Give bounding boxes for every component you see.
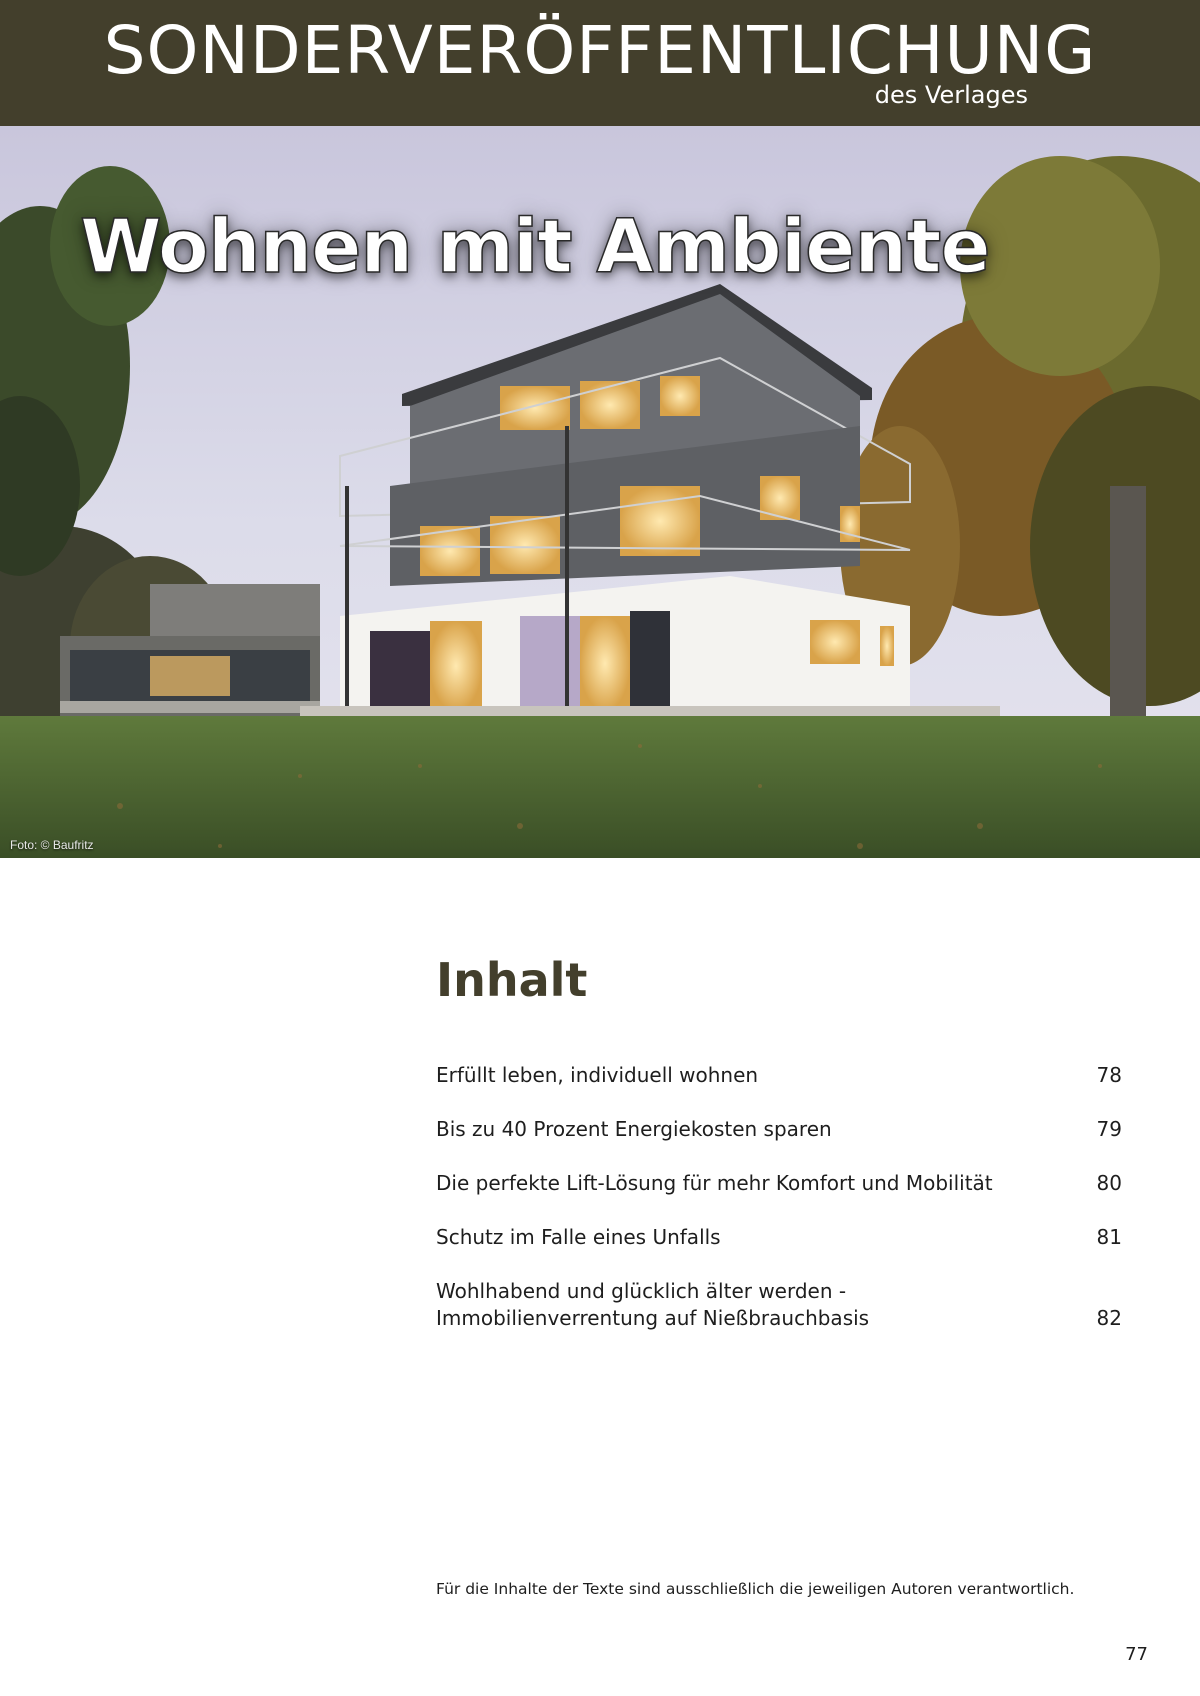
toc-item-page: 79	[1096, 1117, 1122, 1141]
toc-item[interactable]	[436, 1116, 1122, 1143]
publication-title: SONDERVERÖFFENTLICHUNG	[103, 12, 1097, 89]
table-of-contents	[436, 1062, 1122, 1359]
toc-item[interactable]	[436, 1062, 1122, 1089]
toc-item[interactable]	[436, 1278, 1122, 1332]
toc-item[interactable]	[436, 1170, 1122, 1197]
photo-credit: Foto: © Baufritz	[10, 838, 94, 852]
disclaimer: Für die Inhalte der Texte sind ausschließlich die jeweiligen Autoren verantwortlich.	[436, 1580, 1075, 1598]
toc-item-title: Wohlhabend und glücklich älter werden - Immobilienverrentung auf Nießbrauchbasis	[436, 1279, 870, 1330]
toc-item-page: 80	[1096, 1171, 1122, 1195]
toc-item-title: Bis zu 40 Prozent Energiekosten sparen	[436, 1117, 832, 1141]
toc-item-page: 78	[1096, 1063, 1122, 1087]
publication-subtitle: des Verlages	[874, 81, 1028, 109]
toc-item-page: 82	[1096, 1306, 1122, 1330]
toc-item-title: Erfüllt leben, individuell wohnen	[436, 1063, 759, 1087]
page-number: 77	[1125, 1644, 1148, 1665]
toc-heading: Inhalt	[436, 953, 588, 1007]
toc-item-page: 81	[1096, 1225, 1122, 1249]
hero-title: Wohnen mit Ambiente	[80, 204, 990, 290]
toc-item-title: Die perfekte Lift-Lösung für mehr Komfort und Mobilität	[436, 1171, 993, 1195]
hero-image	[0, 126, 1200, 858]
toc-item-title: Schutz im Falle eines Unfalls	[436, 1225, 721, 1249]
header-band	[0, 0, 1200, 126]
toc-item[interactable]	[436, 1224, 1122, 1251]
